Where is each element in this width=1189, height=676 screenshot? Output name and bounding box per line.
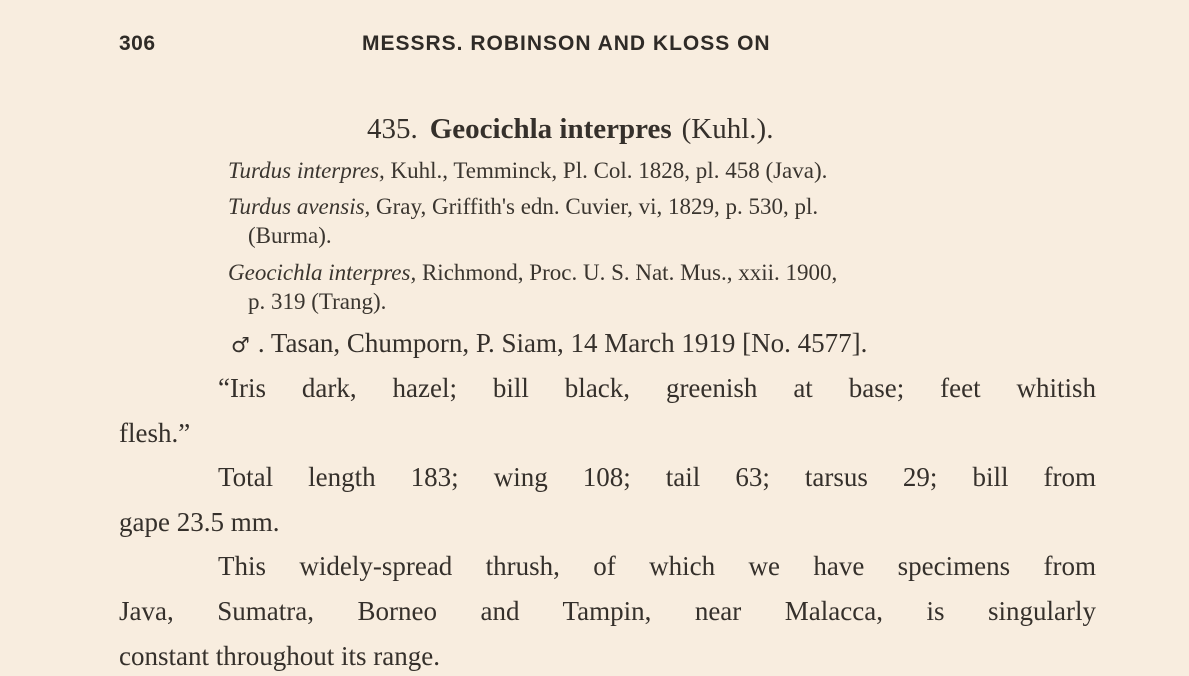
- species-authority: (Kuhl.).: [681, 113, 774, 145]
- paragraph-measurements-line: gape 23.5 mm.: [119, 507, 280, 537]
- paragraph-field-notes-line: “Iris dark, hazel; bill black, greenish at base; feet whitish: [218, 373, 1096, 403]
- synonym-name: Turdus avensis,: [228, 194, 371, 219]
- page-number: 306: [119, 32, 156, 55]
- synonym-line: [228, 258, 837, 287]
- synonym-continuation: p. 319 (Trang).: [248, 289, 387, 314]
- paragraph-measurements-line: Total length 183; wing 108; tail 63; tarsus 29; bill from: [218, 462, 1096, 492]
- synonym-name: Turdus interpres,: [228, 158, 385, 183]
- synonym-citation: Kuhl., Temminck, Pl. Col. 1828, pl. 458 (Java).: [390, 158, 828, 183]
- species-number: 435.: [367, 113, 418, 145]
- species-heading: [367, 113, 773, 146]
- paragraph-remarks-line: This widely-spread thrush, of which we have specimens from: [218, 551, 1096, 581]
- synonym-continuation: (Burma).: [248, 223, 332, 248]
- synonym-name: Geocichla interpres,: [228, 260, 417, 285]
- species-name: Geocichla interpres: [429, 113, 672, 145]
- synonym-citation: Richmond, Proc. U. S. Nat. Mus., xxii. 1900,: [421, 260, 838, 285]
- synonym-citation: Gray, Griffith's edn. Cuvier, vi, 1829, p. 530, pl.: [376, 194, 819, 219]
- specimen-text: . Tasan, Chumporn, P. Siam, 14 March 1919 [No. 4577].: [257, 328, 868, 358]
- specimen-record: [231, 326, 867, 362]
- synonym-line: [228, 156, 827, 185]
- synonym-line: [228, 192, 818, 221]
- paragraph-remarks-line: constant throughout its range.: [119, 641, 440, 671]
- male-symbol-icon: ♂: [231, 333, 250, 357]
- paragraph-field-notes-line: flesh.”: [119, 418, 191, 448]
- paragraph-remarks-line: Java, Sumatra, Borneo and Tampin, near Malacca, is singularly: [119, 596, 1096, 626]
- running-head: MESSRS. ROBINSON AND KLOSS ON: [362, 32, 771, 55]
